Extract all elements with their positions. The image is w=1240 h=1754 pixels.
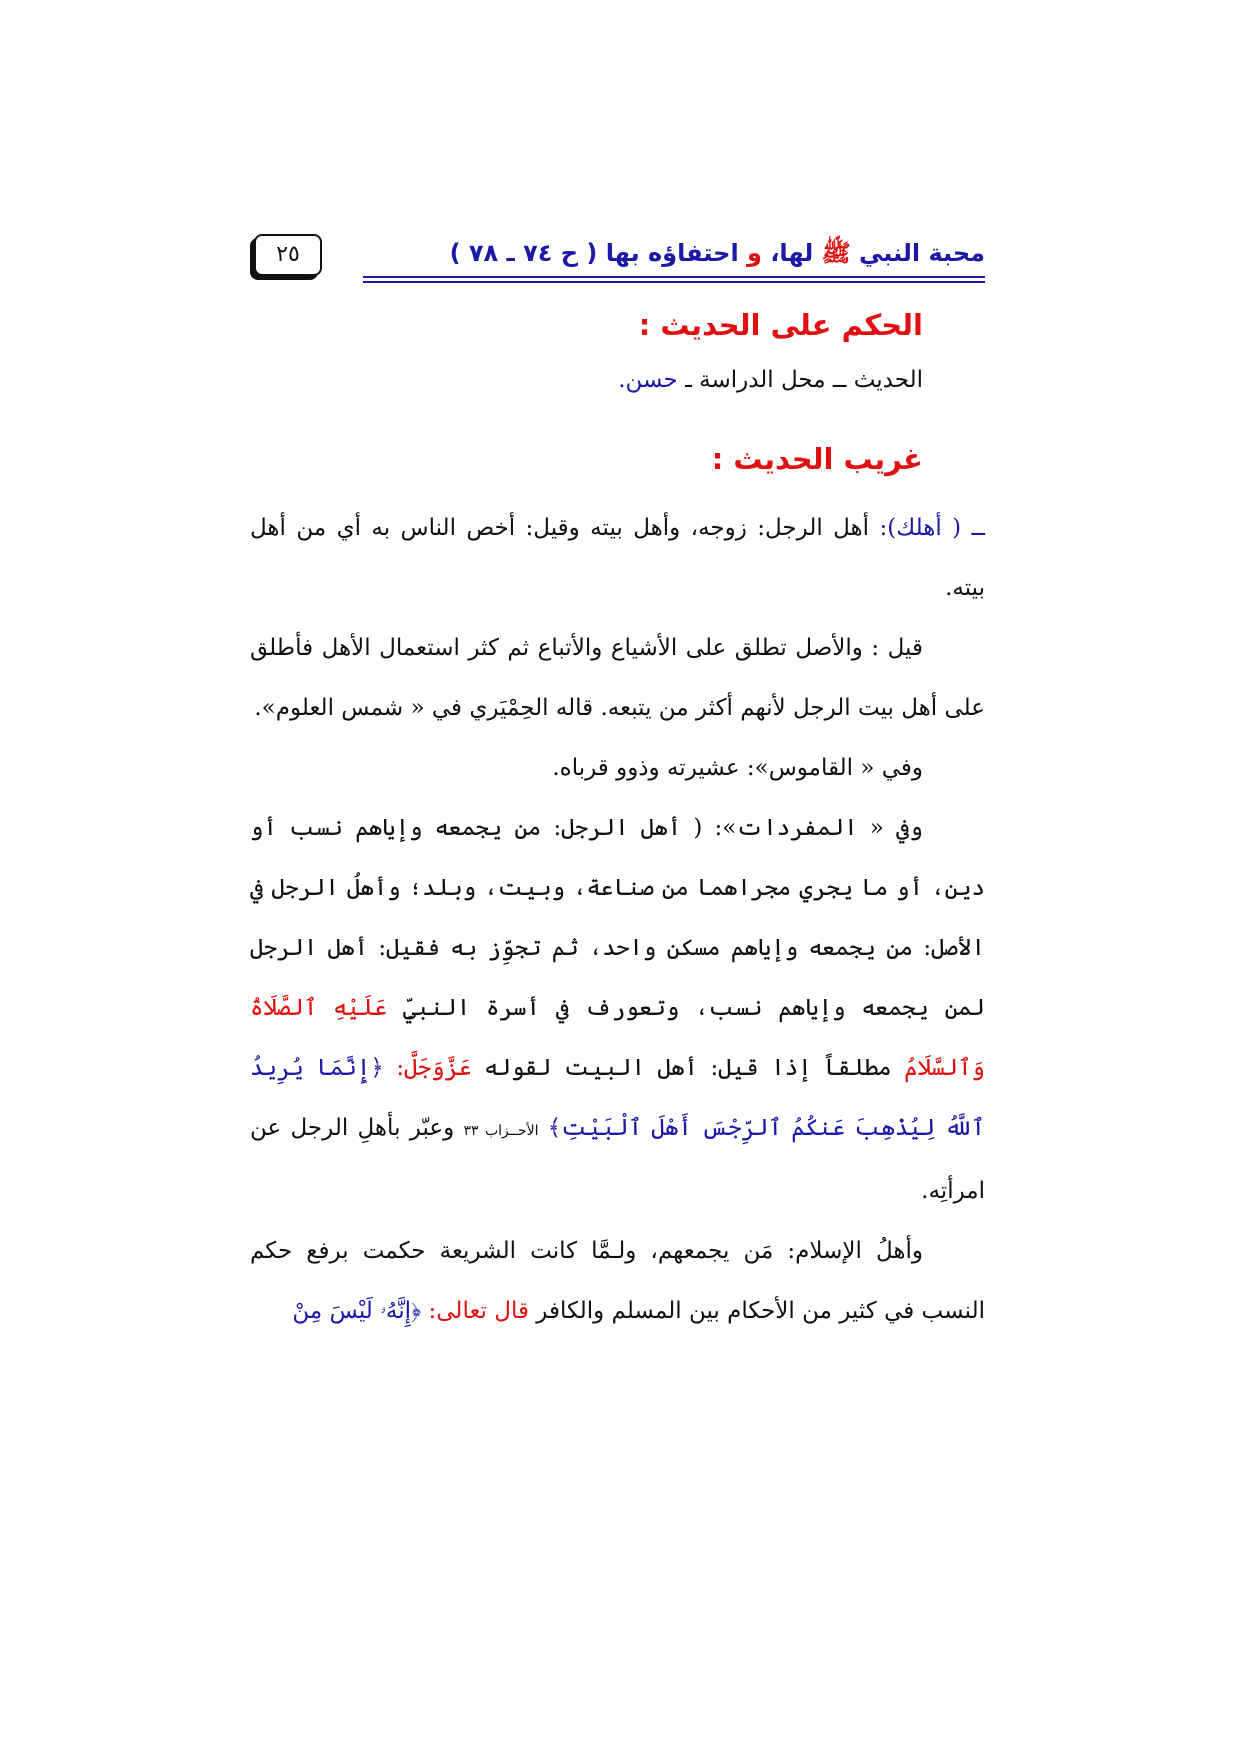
- heading-gharib: غريب الحديث :: [711, 442, 923, 476]
- running-title-honorific: ﷺ: [821, 239, 851, 267]
- gharib-entry-ahlak: [250, 498, 985, 618]
- ruling-value: حسن.: [618, 367, 678, 393]
- page-body: [250, 300, 985, 1341]
- heading-hadith-ruling: الحكم على الحديث :: [638, 308, 923, 342]
- running-title-part2: لها،: [770, 239, 814, 267]
- mufradat-text-a: وفي « المفردات»: ( أهل الرجل: من يجمعه وإياهم نسب أو دين، أو ما يجري مجراهما من صناعة، وبيت، وبلد؛ وأهلُ الرجل في الأصل: من يجمعه وإياهم مسكن واحد، ثم تجوِّز به فقيل: أهل الرجل لمن يجمعه وإياهم نسب، وتعورف في أسرة النبيِّ: [250, 815, 985, 1021]
- page-number-badge: ٢٥: [254, 234, 322, 276]
- verse-reference: الأحــزاب ٣٣: [463, 1123, 539, 1139]
- honorific-azza-wa-jall: عَزَّوَجَلَّ:: [396, 1055, 472, 1081]
- paragraph-qamus: وفي « القاموس»: عشيرته وذوو قرباه.: [552, 755, 923, 781]
- paragraph-mufradat: [250, 798, 985, 1221]
- running-title-and: و: [747, 239, 762, 267]
- entry-definition: أهل الرجل: زوجه، وأهل بيته وقيل: أخص الناس به أي من أهل بيته.: [250, 515, 985, 601]
- mufradat-text-c: وعبّر بأهلِ الرجل عن امرأتِه.: [250, 1115, 985, 1204]
- running-title: [450, 238, 985, 273]
- quran-verse-hud: ﴿إِنَّهُۥ لَيْسَ مِنْ: [292, 1298, 422, 1324]
- paragraph-ahl-islam: [250, 1221, 985, 1341]
- qala-taala: قال تعالى:: [428, 1298, 529, 1324]
- quran-verse-ahzab: ﴿إِنَّمَا يُرِيدُ ٱللَّهُ لِيُذْهِبَ عَنكُمُ ٱلرِّجْسَ أَهْلَ ٱلْبَيْتِ﴾: [250, 1055, 985, 1141]
- ruling-prefix: الحديث ــ محل الدراسة ـ: [685, 367, 923, 393]
- mufradat-text-b: مطلقاً إذا قيل: أهل البيت لقوله: [484, 1055, 892, 1081]
- ruling-line: [250, 350, 985, 410]
- paragraph-qila: قيل : والأصل تطلق على الأشياع والأتباع ثم كثر استعمال الأهل فأطلق على أهل بيت الرجل لأنهم أكثر من يتبعه. قاله الحِمْيَري في « شمس العلوم».: [250, 635, 985, 721]
- header-double-rule: [363, 276, 985, 283]
- running-title-part3: احتفاؤه بها ( ح ٧٤ ـ ٧٨ ): [449, 239, 739, 267]
- running-title-part1: محبة النبي: [859, 239, 985, 267]
- entry-term: ــ ( أهلك):: [879, 515, 986, 541]
- spacer: [250, 484, 985, 498]
- page-header: [250, 234, 985, 284]
- ahl-islam-text: وأهلُ الإسلام: مَن يجمعهم، ولـمَّا كانت الشريعة حكمت برفع حكم النسب في كثير من الأحكام بين المسلم والكافر: [250, 1238, 985, 1324]
- honorific-alayhi-salam: عَلَيْهِ ٱلصَّلَاةُ وَٱلسَّلَامُ: [250, 995, 986, 1081]
- spacer: [250, 410, 985, 434]
